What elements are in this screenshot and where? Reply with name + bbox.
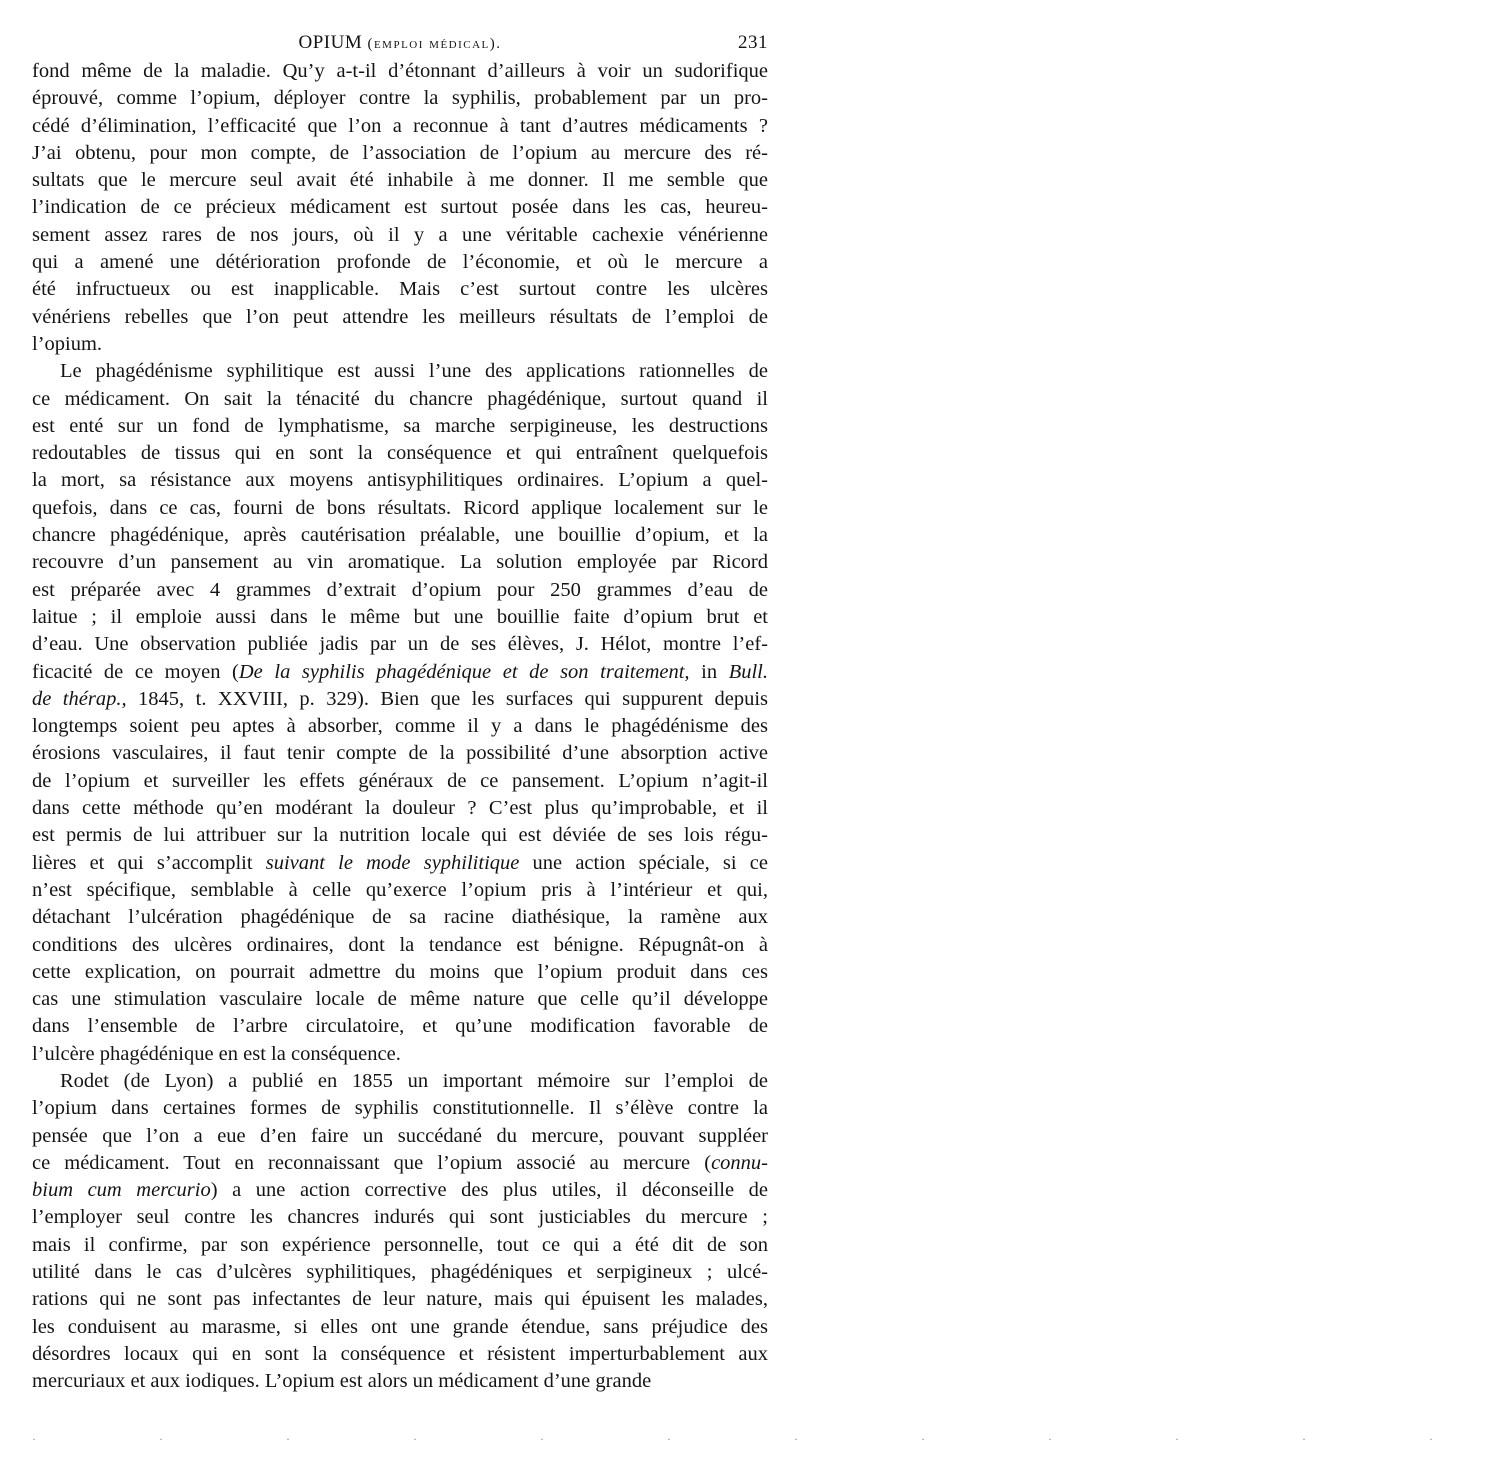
text-line — [32, 850, 768, 877]
italic-text: de thérap., — [32, 687, 127, 710]
text-line — [32, 522, 768, 549]
text-line — [32, 932, 768, 959]
running-title — [32, 32, 768, 54]
text-segment: J’ai obtenu, pour mon compte, de l’association de l’opium au mercure des ré- — [32, 141, 768, 164]
text-line — [32, 249, 768, 276]
paragraph — [32, 1068, 768, 1396]
text-line — [32, 959, 768, 986]
text-segment: l’indication de ce précieux médicament est surtout posée dans les cas, heureu- — [32, 196, 768, 219]
text-segment: rations qui ne sont pas infectantes de leur nature, mais qui épuisent les malades, — [32, 1288, 768, 1311]
text-segment: utilité dans le cas d’ulcères syphilitiques, phagédéniques et serpigineux ; ulcé- — [32, 1261, 768, 1284]
text-line — [32, 1068, 768, 1095]
text-segment: éprouvé, comme l’opium, déployer contre la syphilis, probablement par un pro- — [32, 87, 768, 110]
text-segment: conditions des ulcères ordinaires, dont la tendance est bénigne. Répugnât-on à — [32, 933, 768, 956]
text-line — [32, 768, 768, 795]
text-segment: chancre phagédénique, après cautérisation préalable, une bouillie d’opium, et la — [32, 524, 768, 547]
running-title-main: OPIUM — [298, 32, 363, 53]
book-page — [32, 32, 768, 1396]
text-segment: cas une stimulation vasculaire locale de même nature que celle qu’il développe — [32, 988, 768, 1011]
text-line — [32, 113, 768, 140]
text-segment: pensée que l’on a eue d’en faire un succédané du mercure, pouvant suppléer — [32, 1124, 768, 1147]
text-segment: Le phagédénisme syphilitique est aussi l’une des applications rationnelles de — [60, 360, 768, 383]
text-line — [32, 276, 768, 303]
text-line — [32, 1013, 768, 1040]
text-line — [32, 877, 768, 904]
text-segment: détachant l’ulcération phagédénique de sa racine diathésique, la ramène aux — [32, 906, 768, 929]
text-line — [32, 1232, 768, 1259]
page-number: 231 — [738, 32, 768, 53]
text-segment: ce médicament. Tout en reconnaissant que l’opium associé au mercure ( — [32, 1151, 712, 1174]
text-line — [32, 413, 768, 440]
text-line — [32, 1259, 768, 1286]
text-segment: mercuriaux et aux iodiques. L’opium est alors un médicament d’une grande — [32, 1370, 652, 1393]
text-line — [32, 331, 768, 358]
italic-text: suivant le mode syphilitique — [265, 851, 520, 874]
text-segment: de l’opium et surveiller les effets généraux de ce pansement. L’opium n’agit-il — [32, 769, 768, 792]
text-line — [32, 740, 768, 767]
text-line — [32, 986, 768, 1013]
text-segment: l’employer seul contre les chancres indurés qui sont justiciables du mercure ; — [32, 1206, 768, 1229]
text-segment: l’ulcère phagédénique en est la conséquence. — [32, 1042, 401, 1065]
text-line — [32, 713, 768, 740]
text-segment: mais il confirme, par son expérience personnelle, tout ce qui a été dit de son — [32, 1233, 768, 1256]
text-line — [32, 58, 768, 85]
text-line — [32, 1095, 768, 1122]
text-segment: dans cette méthode qu’en modérant la douleur ? C’est plus qu’improbable, et il — [32, 797, 768, 820]
text-segment: dans l’ensemble de l’arbre circulatoire, et qu’une modification favorable de — [32, 1015, 768, 1038]
text-segment: ce médicament. On sait la ténacité du chancre phagédénique, surtout quand il — [32, 387, 768, 410]
italic-text: bium cum mercurio — [32, 1179, 211, 1202]
italic-text: connu- — [711, 1151, 768, 1174]
text-line — [32, 549, 768, 576]
text-line — [32, 1341, 768, 1368]
text-line — [32, 1368, 768, 1395]
text-line — [32, 1314, 768, 1341]
paragraph — [32, 58, 768, 358]
text-line — [32, 631, 768, 658]
italic-text: Bull. — [728, 660, 768, 683]
text-line — [32, 358, 768, 385]
body-text — [32, 58, 768, 1396]
text-line — [32, 577, 768, 604]
text-line — [32, 1286, 768, 1313]
text-segment: in — [689, 660, 729, 683]
text-segment: sultats que le mercure seul avait été inhabile à me donner. Il me semble que — [32, 169, 768, 192]
text-line — [32, 167, 768, 194]
text-line — [32, 85, 768, 112]
text-line — [32, 1150, 768, 1177]
text-segment: une action spéciale, si ce — [519, 851, 768, 874]
text-segment: Rodet (de Lyon) a publié en 1855 un important mémoire sur l’emploi de — [60, 1069, 768, 1092]
text-segment: laitue ; il emploie aussi dans le même but une bouillie faite d’opium brut et — [32, 605, 768, 628]
text-segment: cédé d’élimination, l’efficacité que l’on a reconnue à tant d’autres médicaments ? — [32, 114, 768, 137]
text-segment: 1845, t. XXVIII, p. 329). Bien que les surfaces qui suppurent depuis — [126, 687, 768, 710]
text-line — [32, 467, 768, 494]
text-line — [32, 194, 768, 221]
page-footer-marks: · · · · · · · · · · · · — [32, 1432, 1493, 1446]
text-segment: ficacité de ce moyen ( — [32, 660, 239, 683]
text-line — [32, 495, 768, 522]
text-line — [32, 659, 768, 686]
text-segment: sement assez rares de nos jours, où il y a une véritable cachexie vénérienne — [32, 223, 768, 246]
text-line — [32, 604, 768, 631]
text-segment: cette explication, on pourrait admettre du moins que l’opium produit dans ces — [32, 960, 768, 983]
text-line — [32, 440, 768, 467]
text-segment: qui a amené une détérioration profonde de l’économie, et où le mercure a — [32, 251, 768, 274]
text-line — [32, 1041, 768, 1068]
text-segment: l’opium dans certaines formes de syphilis constitutionnelle. Il s’élève contre la — [32, 1097, 768, 1120]
text-segment: longtemps soient peu aptes à absorber, comme il y a dans le phagédénisme des — [32, 715, 768, 738]
text-segment: été infructueux ou est inapplicable. Mais c’est surtout contre les ulcères — [32, 278, 768, 301]
running-header — [32, 32, 768, 58]
text-line — [32, 222, 768, 249]
text-segment: est enté sur un fond de lymphatisme, sa marche serpigineuse, les destructions — [32, 414, 768, 437]
text-line — [32, 304, 768, 331]
running-title-sub: (emploi médical). — [367, 36, 502, 52]
text-line — [32, 686, 768, 713]
text-segment: ) a une action corrective des plus utiles, il déconseille de — [210, 1179, 768, 1202]
text-line — [32, 1177, 768, 1204]
text-segment: recouvre d’un pansement au vin aromatique. La solution employée par Ricord — [32, 551, 768, 574]
text-line — [32, 1204, 768, 1231]
text-line — [32, 795, 768, 822]
text-segment: les conduisent au marasme, si elles ont une grande étendue, sans préjudice des — [32, 1315, 768, 1338]
text-segment: d’eau. Une observation publiée jadis par un de ses élèves, J. Hélot, montre l’ef- — [32, 633, 768, 656]
text-line — [32, 904, 768, 931]
text-segment: est permis de lui attribuer sur la nutrition locale qui est déviée de ses lois régu- — [32, 824, 768, 847]
text-line — [32, 386, 768, 413]
text-line — [32, 140, 768, 167]
text-segment: érosions vasculaires, il faut tenir compte de la possibilité d’une absorption active — [32, 742, 768, 765]
text-segment: lières et qui s’accomplit — [32, 851, 266, 874]
paragraph — [32, 358, 768, 1068]
text-segment: n’est spécifique, semblable à celle qu’exerce l’opium pris à l’intérieur et qui, — [32, 878, 768, 901]
text-segment: est préparée avec 4 grammes d’extrait d’opium pour 250 grammes d’eau de — [32, 578, 768, 601]
text-line — [32, 822, 768, 849]
text-segment: la mort, sa résistance aux moyens antisyphilitiques ordinaires. L’opium a quel- — [32, 469, 768, 492]
text-segment: l’opium. — [32, 332, 103, 355]
text-segment: vénériens rebelles que l’on peut attendre les meilleurs résultats de l’emploi de — [32, 305, 768, 328]
text-line — [32, 1123, 768, 1150]
text-segment: redoutables de tissus qui en sont la conséquence et qui entraînent quelquefois — [32, 442, 768, 465]
text-segment: quefois, dans ce cas, fourni de bons résultats. Ricord applique localement sur le — [32, 496, 768, 519]
text-segment: désordres locaux qui en sont la conséquence et résistent imperturbablement aux — [32, 1342, 768, 1365]
italic-text: De la syphilis phagédénique et de son traitement, — [238, 660, 690, 683]
text-segment: fond même de la maladie. Qu’y a-t-il d’étonnant d’ailleurs à voir un sudorifique — [32, 60, 768, 82]
